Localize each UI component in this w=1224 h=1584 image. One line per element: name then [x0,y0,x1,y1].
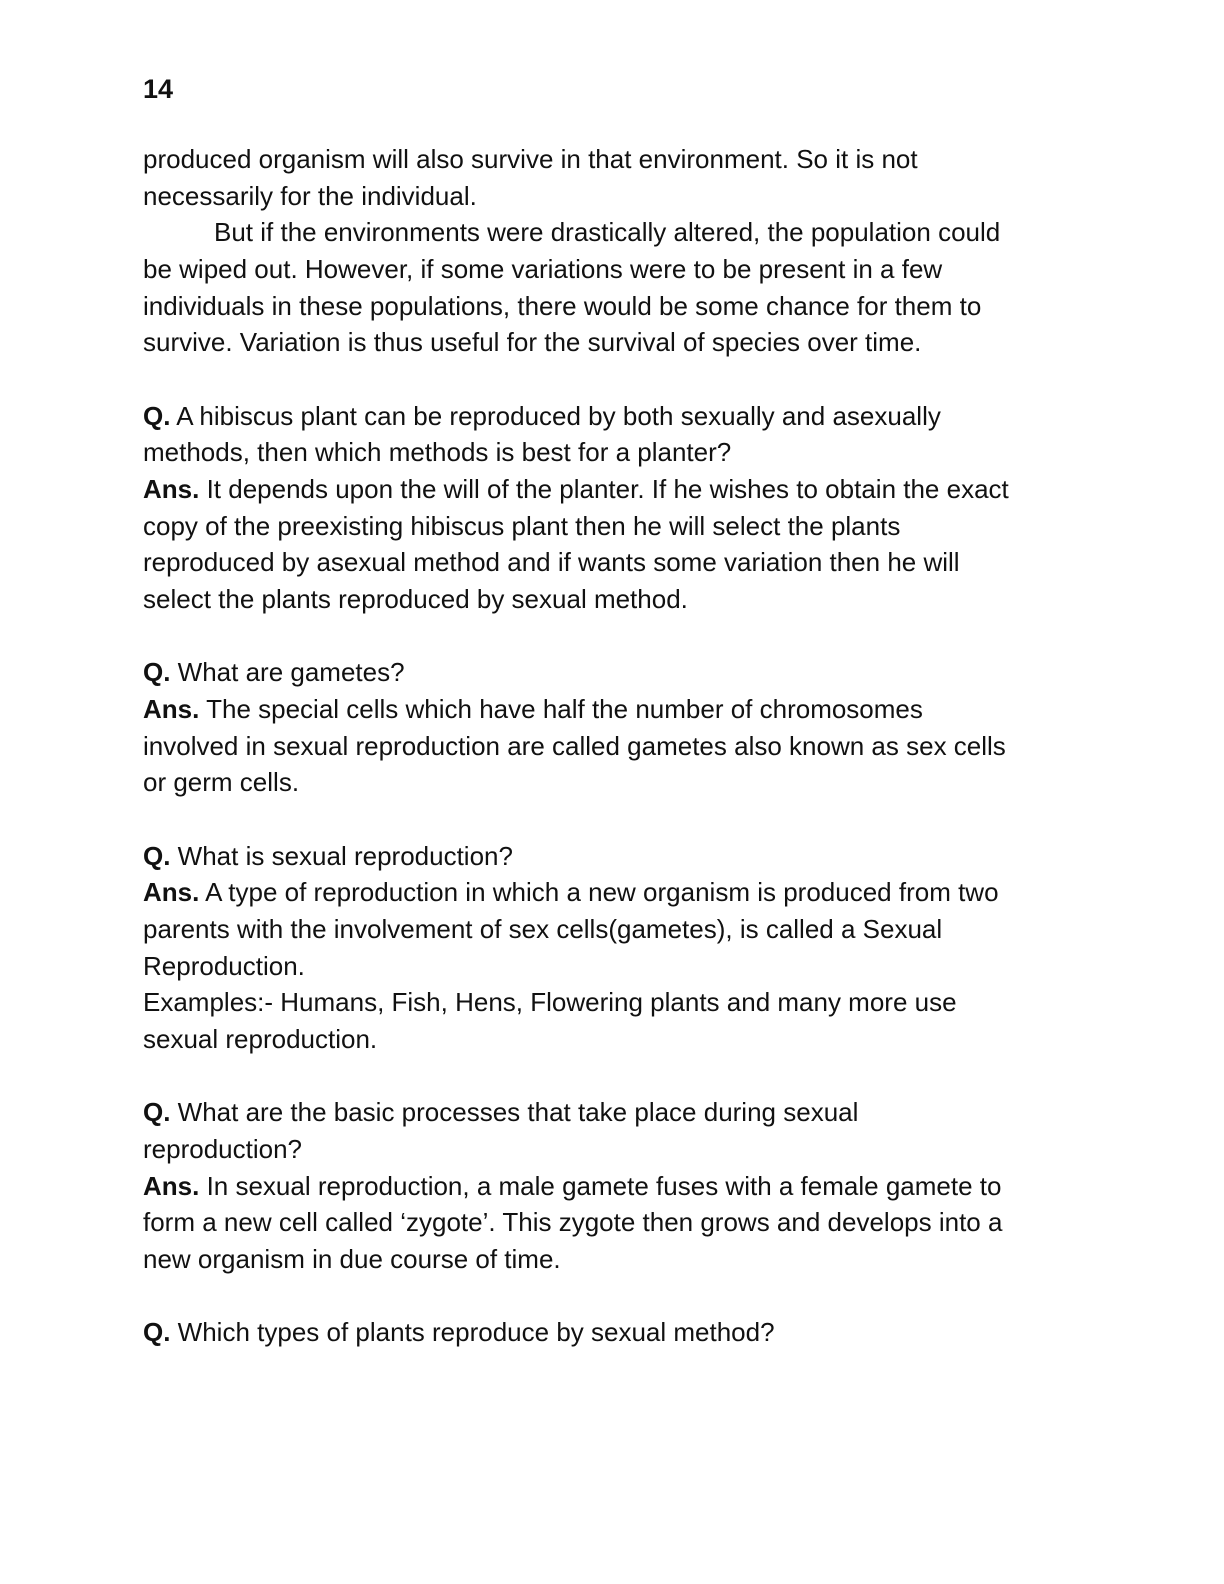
answer-label: Ans. [143,877,200,907]
answer-label: Ans. [143,474,200,504]
text-line: be wiped out. However, if some variations were to be present in a few [143,254,943,284]
question-text: Which types of plants reproduce by sexual method? [170,1317,775,1347]
question-line [143,1315,775,1349]
answer-line: select the plants reproduced by sexual method. [143,584,688,614]
question-text: What are the basic processes that take place during sexual [170,1097,859,1127]
answer-line [143,472,1009,506]
question-text: A hibiscus plant can be reproduced by both sexually and asexually [170,401,941,431]
question-label: Q. [143,657,171,687]
answer-line: form a new cell called ‘zygote’. This zygote then grows and develops into a [143,1207,1003,1237]
answer-label: Ans. [143,1171,200,1201]
question-label: Q. [143,401,171,431]
page-number: 14 [143,74,174,104]
answer-text: In sexual reproduction, a male gamete fuses with a female gamete to [199,1171,1002,1201]
answer-text: A type of reproduction in which a new organism is produced from two [199,877,999,907]
question-line [143,655,405,689]
question-text: What is sexual reproduction? [170,841,513,871]
answer-line: Reproduction. [143,951,305,981]
question-line: reproduction? [143,1134,302,1164]
answer-line: copy of the preexisting hibiscus plant then he will select the plants [143,511,901,541]
examples-line: sexual reproduction. [143,1024,378,1054]
text-line: But if the environments were drastically altered, the population could [214,217,1001,247]
question-line [143,1095,858,1129]
text-line: individuals in these populations, there would be some chance for them to [143,291,982,321]
examples-line: Examples:- Humans, Fish, Hens, Flowering plants and many more use [143,987,957,1017]
text-line: survive. Variation is thus useful for the survival of species over time. [143,327,922,357]
question-line: methods, then which methods is best for a planter? [143,437,732,467]
answer-text: The special cells which have half the number of chromosomes [199,694,923,724]
answer-line [143,1169,1001,1203]
answer-line: new organism in due course of time. [143,1244,561,1274]
text-line: produced organism will also survive in that environment. So it is not [143,144,918,174]
question-line [143,839,513,873]
answer-label: Ans. [143,694,200,724]
question-line [143,399,941,433]
answer-line: or germ cells. [143,767,300,797]
question-label: Q. [143,1097,171,1127]
text-line: necessarily for the individual. [143,181,477,211]
answer-line [143,875,999,909]
answer-text: It depends upon the will of the planter. If he wishes to obtain the exact [199,474,1009,504]
answer-line: reproduced by asexual method and if wants some variation then he will [143,547,960,577]
question-label: Q. [143,1317,171,1347]
answer-line: involved in sexual reproduction are called gametes also known as sex cells [143,731,1006,761]
answer-line [143,692,923,726]
question-text: What are gametes? [170,657,405,687]
question-label: Q. [143,841,171,871]
answer-line: parents with the involvement of sex cells(gametes), is called a Sexual [143,914,943,944]
